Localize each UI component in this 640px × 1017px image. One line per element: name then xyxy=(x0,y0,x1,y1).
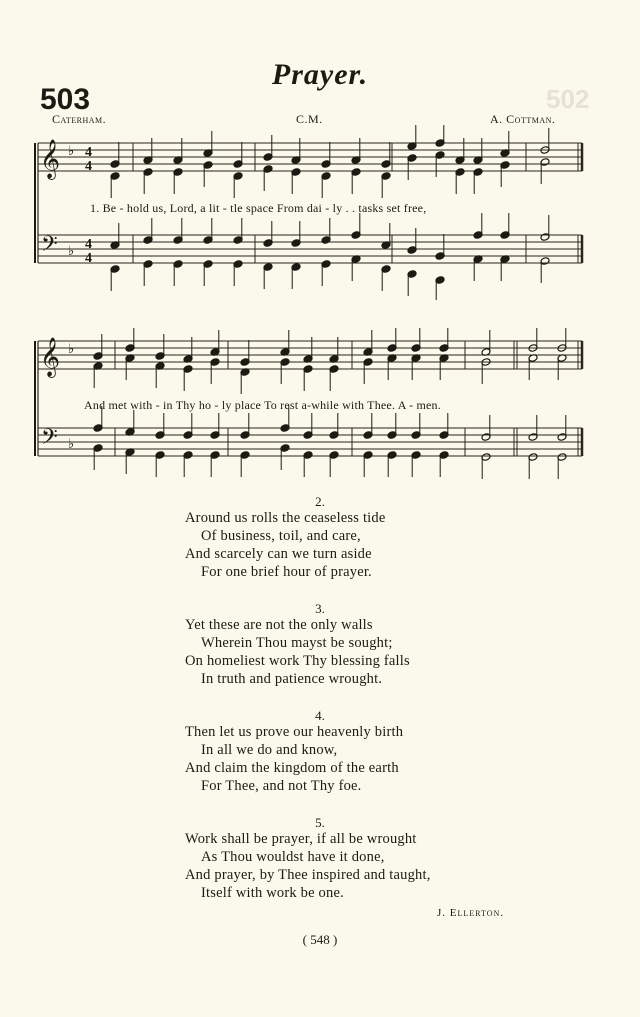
time-signature: 4 xyxy=(85,145,92,160)
lyric-line-2: And met with - in Thy ho - ly place To rest a-while with Thee. A - men. xyxy=(84,398,441,412)
bass-clef: 𝄢 xyxy=(41,232,58,262)
verse-line: Of business, toil, and care, xyxy=(201,528,361,544)
verse-line: In all we do and know, xyxy=(201,742,338,758)
verse-number: 2. xyxy=(315,494,325,509)
verse-line: And scarcely can we turn aside xyxy=(185,546,372,562)
verse-line: For Thee, and not Thy foe. xyxy=(201,778,362,794)
verse-line: And claim the kingdom of the earth xyxy=(185,760,399,776)
hymn-number: 503 xyxy=(40,83,91,116)
verse-line: Around us rolls the ceaseless tide xyxy=(185,510,386,526)
verse-number: 5. xyxy=(315,815,325,830)
verse-line: Work shall be prayer, if all be wrought xyxy=(185,831,417,847)
verse-line: As Thou wouldst have it done, xyxy=(201,849,385,865)
lyric-line-1: 1. Be - hold us, Lord, a lit - tle space From dai - ly . . tasks set free, xyxy=(90,201,427,215)
verse-line: In truth and patience wrought. xyxy=(201,671,383,687)
verse-line: Yet these are not the only walls xyxy=(185,617,373,633)
verse-number: 3. xyxy=(315,601,325,616)
treble-clef: 𝄞 xyxy=(40,139,61,179)
bass-clef: 𝄢 xyxy=(41,425,58,455)
time-signature: 4 xyxy=(85,159,92,174)
bleed-through-hymn-number: 502 xyxy=(546,84,590,114)
composer: A. Cottman. xyxy=(490,112,556,126)
meter: C.M. xyxy=(296,112,323,126)
verse-line: On homeliest work Thy blessing falls xyxy=(185,653,410,669)
verse-line: Itself with work be one. xyxy=(201,885,344,901)
key-signature-flat: ♭ xyxy=(68,437,75,452)
page-number: ( 548 ) xyxy=(302,932,338,947)
tune-name: Caterham. xyxy=(52,112,107,126)
verse-line: For one brief hour of prayer. xyxy=(201,564,372,580)
verse-number: 4. xyxy=(315,708,325,723)
verse-line: And prayer, by Thee inspired and taught, xyxy=(185,867,431,883)
verse-line: Then let us prove our heavenly birth xyxy=(185,724,404,740)
hymn-title: Prayer. xyxy=(271,58,369,91)
treble-clef: 𝄞 xyxy=(40,337,61,377)
time-signature: 4 xyxy=(85,237,92,252)
author-credit: J. Ellerton. xyxy=(437,907,505,919)
key-signature-flat: ♭ xyxy=(68,342,75,357)
key-signature-flat: ♭ xyxy=(68,144,75,159)
time-signature: 4 xyxy=(85,251,92,266)
verse-line: Wherein Thou mayst be sought; xyxy=(201,635,393,651)
key-signature-flat: ♭ xyxy=(68,244,75,259)
